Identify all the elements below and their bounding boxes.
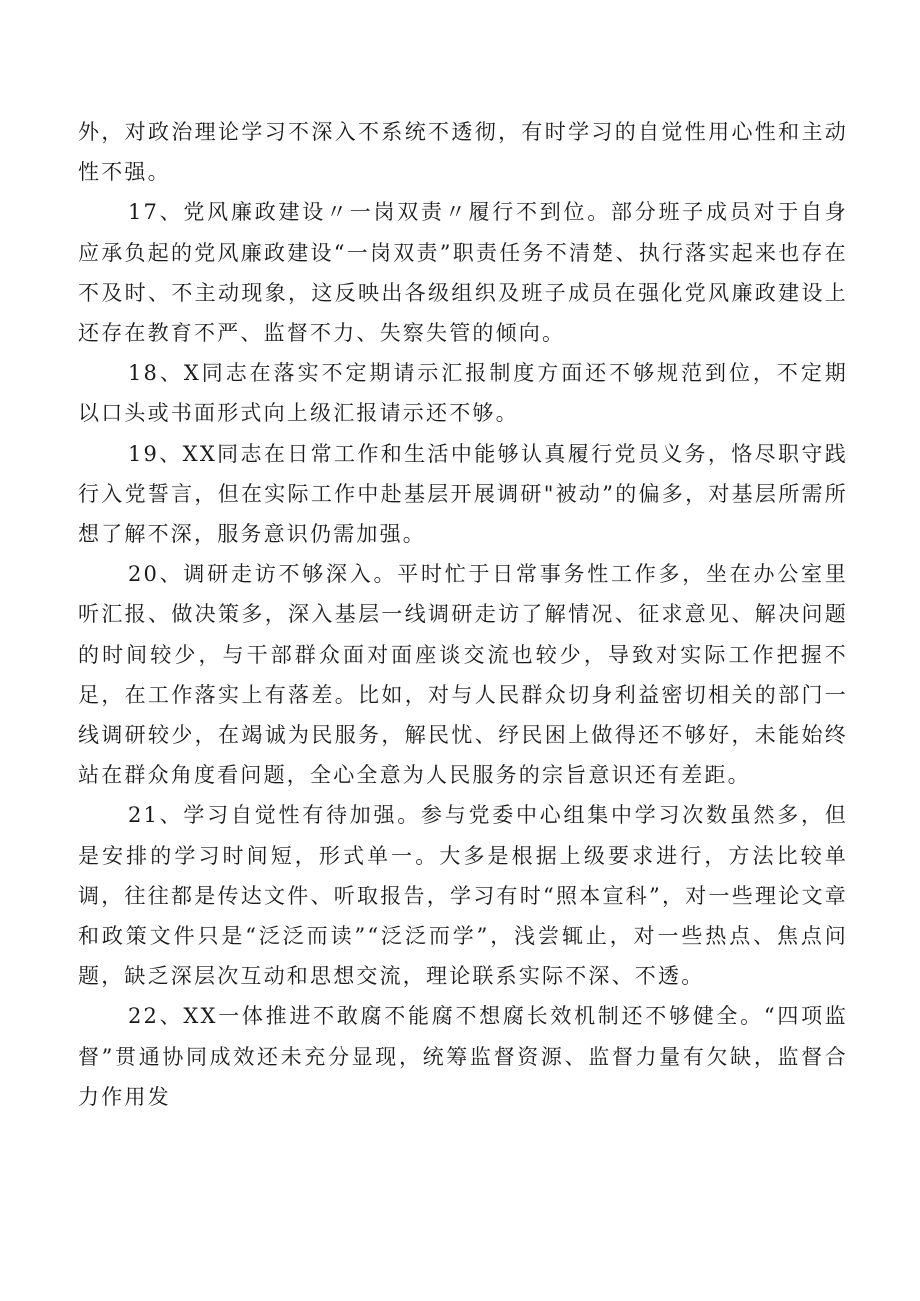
paragraph-item-22: 22、XX一体推进不敢腐不能腐不想腐长效机制还不够健全。“四项监督”贯通协同成效还未充分显现，统筹监督资源、监督力量有欠缺，监督合力作用发: [78, 1004, 848, 1109]
paragraph-continuation: 外，对政治理论学习不深入不系统不透彻，有时学习的自觉性用心性和主动性不强。: [78, 120, 848, 185]
document-page: [78, 112, 848, 1117]
paragraph-item-21: 21、学习自觉性有待加强。参与党委中心组集中学习次数虽然多，但是安排的学习时间短，形式单一。大多是根据上级要求进行，方法比较单调，往往都是传达文件、听取报告，学习有时“照本宣科”，对一些理论文章和政策文件只是“泛泛而读”“泛泛而学”，浅尝辄止，对一些热点、焦点问题，缺乏深层次互动和思想交流，理论联系实际不深、不透。: [78, 803, 848, 989]
paragraph-item-20: 20、调研走访不够深入。平时忙于日常事务性工作多，坐在办公室里听汇报、做决策多，深入基层一线调研走访了解情况、征求意见、解决问题的时间较少，与干部群众面对面座谈交流也较少，导致对实际工作把握不足，在工作落实上有落差。比如，对与人民群众切身利益密切相关的部门一线调研较少，在竭诚为民服务，解民忧、纾民困上做得还不够好，未能始终站在群众角度看问题，全心全意为人民服务的宗旨意识还有差距。: [78, 562, 848, 788]
paragraph-item-18: 18、X同志在落实不定期请示汇报制度方面还不够规范到位，不定期以口头或书面形式向上级汇报请示还不够。: [78, 361, 848, 426]
paragraph-item-17: 17、党风廉政建设〃一岗双责〃履行不到位。部分班子成员对于自身应承负起的党风廉政建设“一岗双责”职责任务不清楚、执行落实起来也存在不及时、不主动现象，这反映出各级组织及班子成员在强化党风廉政建设上还存在教育不严、监督不力、失察失管的倾向。: [78, 200, 848, 346]
paragraph-item-19: 19、XX同志在日常工作和生活中能够认真履行党员义务，恪尽职守践行入党誓言，但在实际工作中赴基层开展调研"被动”的偏多，对基层所需所想了解不深，服务意识仍需加强。: [78, 441, 848, 547]
